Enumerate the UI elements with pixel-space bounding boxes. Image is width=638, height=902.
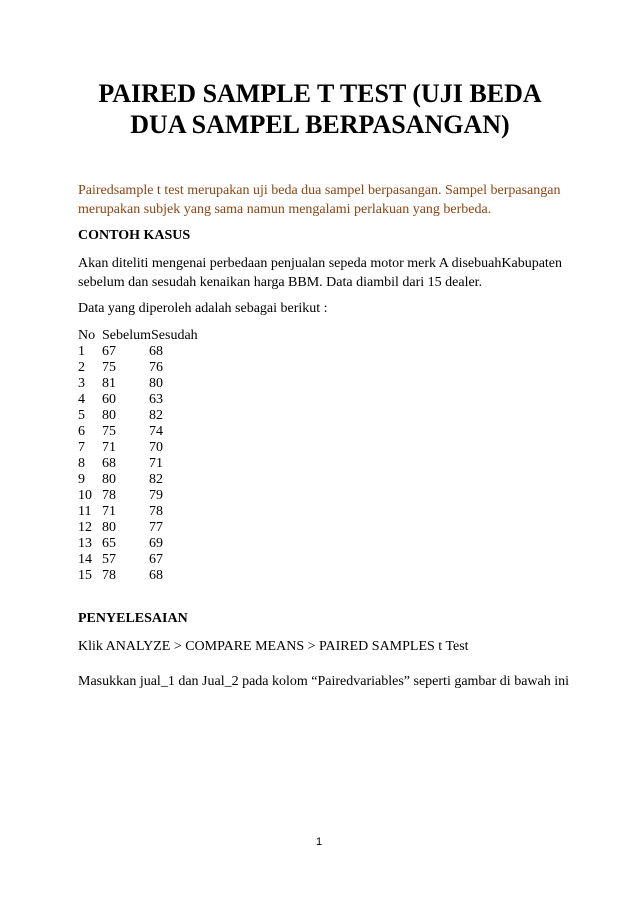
- cell-before: 60: [102, 392, 116, 407]
- case-line-2: sebelum dan sesudah kenaikan harga BBM. Data diambil dari 15 dealer.: [78, 275, 483, 290]
- cell-no: 14: [78, 552, 92, 567]
- cell-no: 12: [78, 520, 92, 535]
- cell-after: 71: [149, 456, 163, 471]
- cell-before: 67: [102, 344, 116, 359]
- table-row: [78, 392, 209, 408]
- document-title: [60, 78, 580, 140]
- cell-no: 15: [78, 568, 92, 583]
- cell-no: 11: [78, 504, 92, 519]
- cell-before: 71: [102, 504, 116, 519]
- cell-after: 79: [149, 488, 163, 503]
- cell-no: 5: [78, 408, 85, 423]
- table-row: [78, 360, 209, 376]
- cell-no: 3: [78, 376, 85, 391]
- page-number: 1: [315, 836, 323, 848]
- cell-no: 2: [78, 360, 85, 375]
- cell-before: 75: [102, 360, 116, 375]
- table-row: [78, 408, 209, 424]
- step-2: Masukkan jual_1 dan Jual_2 pada kolom “Pairedvariables” seperti gambar di bawah ini: [78, 674, 570, 689]
- cell-before: 80: [102, 408, 116, 423]
- sales-data-table: [78, 328, 209, 584]
- table-row: [78, 568, 209, 584]
- case-line-1: Akan diteliti mengenai perbedaan penjualan sepeda motor merk A disebuahKabupaten: [78, 256, 563, 271]
- cell-after: 82: [149, 472, 163, 487]
- table-row: [78, 440, 209, 456]
- table-row: [78, 472, 209, 488]
- column-header-before-after: SebelumSesudah: [102, 328, 198, 343]
- cell-before: 75: [102, 424, 116, 439]
- table-row: [78, 456, 209, 472]
- cell-no: 9: [78, 472, 85, 487]
- cell-no: 7: [78, 440, 85, 455]
- cell-after: 74: [149, 424, 163, 439]
- cell-no: 6: [78, 424, 85, 439]
- cell-before: 57: [102, 552, 116, 567]
- cell-no: 1: [78, 344, 85, 359]
- cell-after: 80: [149, 376, 163, 391]
- cell-after: 68: [149, 568, 163, 583]
- cell-after: 67: [149, 552, 163, 567]
- cell-after: 78: [149, 504, 163, 519]
- title-line-1: PAIRED SAMPLE T TEST (UJI BEDA: [98, 79, 542, 108]
- table-row: [78, 344, 209, 360]
- case-paragraph: [78, 254, 568, 292]
- cell-after: 68: [149, 344, 163, 359]
- table-header-row: [78, 328, 209, 344]
- cell-after: 82: [149, 408, 163, 423]
- intro-paragraph: [78, 181, 568, 219]
- cell-after: 77: [149, 520, 163, 535]
- table-row: [78, 552, 209, 568]
- cell-before: 80: [102, 472, 116, 487]
- cell-after: 69: [149, 536, 163, 551]
- cell-before: 71: [102, 440, 116, 455]
- solution-heading: PENYELESAIAN: [78, 611, 188, 626]
- cell-before: 78: [102, 568, 116, 583]
- cell-no: 4: [78, 392, 85, 407]
- table-row: [78, 520, 209, 536]
- data-intro: Data yang diperoleh adalah sebagai berikut :: [78, 301, 328, 316]
- case-heading: CONTOH KASUS: [78, 228, 191, 243]
- cell-no: 13: [78, 536, 92, 551]
- cell-after: 76: [149, 360, 163, 375]
- table-body: [78, 344, 209, 584]
- cell-before: 81: [102, 376, 116, 391]
- table-row: [78, 376, 209, 392]
- step-1: Klik ANALYZE > COMPARE MEANS > PAIRED SAMPLES t Test: [78, 639, 469, 654]
- table-row: [78, 488, 209, 504]
- cell-after: 63: [149, 392, 163, 407]
- cell-before: 65: [102, 536, 116, 551]
- table-row: [78, 536, 209, 552]
- cell-before: 80: [102, 520, 116, 535]
- cell-before: 68: [102, 456, 116, 471]
- cell-after: 70: [149, 440, 163, 455]
- intro-line-1: Pairedsample t test merupakan uji beda dua sampel berpasangan. Sampel berpasangan: [78, 183, 561, 198]
- intro-line-2: merupakan subjek yang sama namun mengalami perlakuan yang berbeda.: [78, 202, 492, 217]
- cell-no: 10: [78, 488, 92, 503]
- table-row: [78, 504, 209, 520]
- title-line-2: DUA SAMPEL BERPASANGAN): [130, 110, 510, 139]
- table-row: [78, 424, 209, 440]
- cell-no: 8: [78, 456, 85, 471]
- cell-before: 78: [102, 488, 116, 503]
- column-header-no: No: [78, 328, 96, 343]
